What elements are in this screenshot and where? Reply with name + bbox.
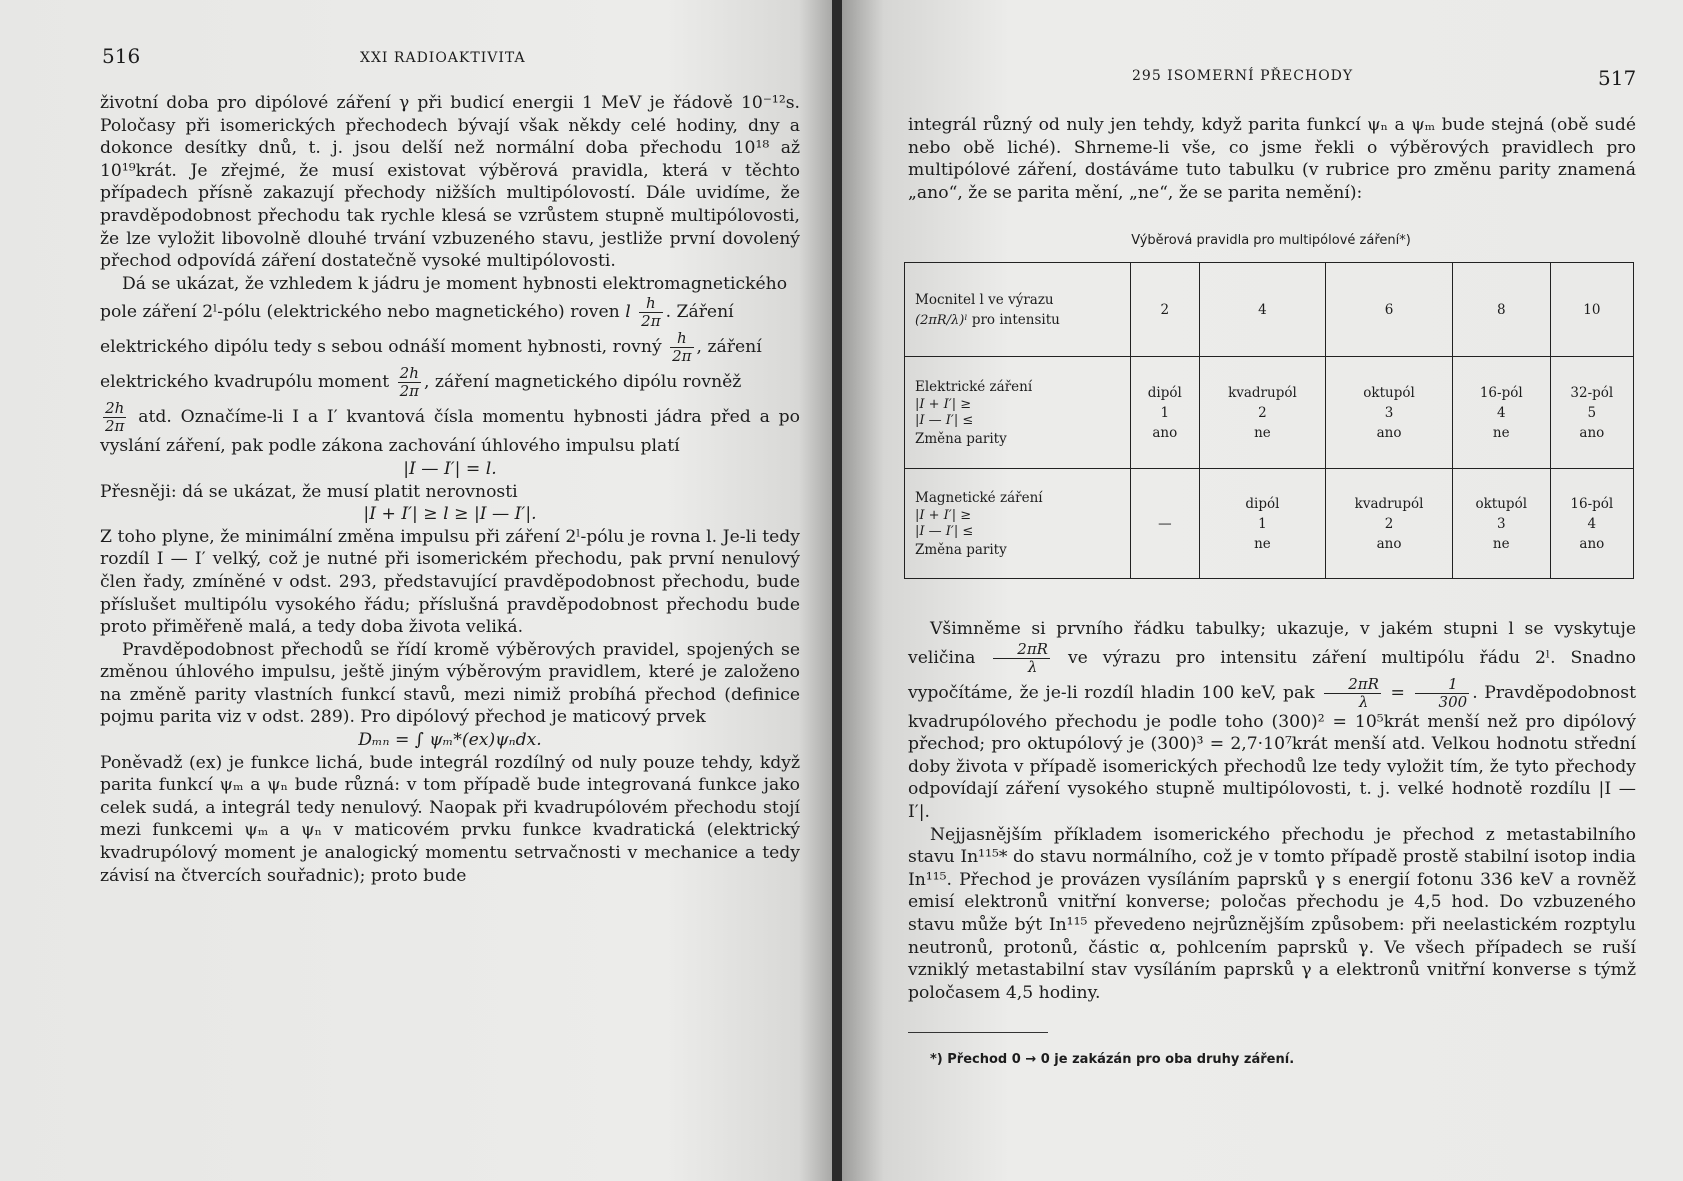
footnote-rule	[908, 1032, 1048, 1033]
paragraph: integrál různý od nuly jen tehdy, když parita funkcí ψₙ a ψₘ bude stejná (obě sudé nebo obě liché). Shrneme-li vše, co jsme řekli o výběrových pravidlech pro multipólové záření, dostáváme tuto tabulku (v rubrice pro změnu parity znamená „ano“, že se parita mění, „ne“, že se parita nemění):	[908, 115, 1636, 203]
table-row	[905, 263, 1634, 357]
row-label: Elektrické záření |I + I′| ≥ |I — I′| ≤ Změna parity	[905, 357, 1131, 469]
table-cell: oktupól 3 ne	[1452, 469, 1550, 579]
table-cell: 10	[1550, 263, 1633, 357]
row-label: Magnetické záření |I + I′| ≥ |I — I′| ≤ Změna parity	[905, 469, 1131, 579]
table-cell: 16-pól 4 ano	[1550, 469, 1633, 579]
paragraph: Poněvadž (ex) je funkce lichá, bude integrál rozdílný od nuly pouze tehdy, když parita funkcí ψₘ a ψₙ bude různá: v tom případě bude integrovaná funkce jako celek sudá, a integrál tedy nenulový. Naopak při kvadrupólovém přechodu stojí mezi funkcemi ψₘ a ψₙ v maticovém prvku funkce kvadratická (elektrický kvadrupólový moment je analogický momentu setrvačnosti v mechanice a tedy závisí na čtvercích souřadnic); proto bude	[100, 752, 800, 886]
paragraph: Z toho plyne, že minimální změna impulsu při záření 2ˡ-pólu je rovna l. Je-li tedy rozdíl I — I′ velký, což je nutné při isomerickém přechodu, pak první nenulový člen řady, zmíněné v odst. 293, představující pravděpodobnost přechodu, bude příslušet multipólu vysokého řádu; příslušná pravděpodobnost přechodu bude proto přiměřeně malá, a tedy doba života veliká.	[100, 526, 800, 638]
paragraph: Přesněji: dá se ukázat, že musí platit nerovnosti	[100, 481, 518, 502]
fraction: $\frac{2h}{2\pi}$	[105, 399, 125, 436]
running-head: XXI RADIOAKTIVITA	[360, 50, 526, 66]
table-cell: —	[1131, 469, 1200, 579]
table-cell: 2	[1131, 263, 1200, 357]
paragraph: Dá se ukázat, že vzhledem k jádru je moment hybnosti elektromagnetického	[122, 273, 788, 294]
formula-line: elektrického dipólu tedy s sebou odnáší moment hybnosti, rovný $\frac{h}{2\pi}$ , záření	[100, 329, 762, 366]
table-cell: oktupól 3 ano	[1326, 357, 1453, 469]
paragraph: Pravděpodobnost přechodů se řídí kromě výběrových pravidel, spojených se změnou úhlového impulsu, ještě jiným výběrovým pravidlem, které je založeno na změně parity vlastních funkcí stavů, mezi nimiž probíhá přechod (definice pojmu parita viz v odst. 289). Pro dipólový přechod je maticový prvek	[100, 639, 800, 728]
table-row	[905, 469, 1634, 579]
paragraph: Nejjasnějším příkladem isomerického přechodu je přechod z metastabilního stavu In¹¹⁵* do stavu normálního, což je v tomto případě prostě stabilní isotop india In¹¹⁵. Přechod je provázen vysíláním paprsků γ s energií fotonu 336 keV a rovněž emisí elektronů vnitřní konverse; poločas přechodu je 4,5 hod. Do vzbuzeného stavu může být In¹¹⁵ převedeno nejrůznějším způsobem: při neelastickém rozptylu neutronů, protonů, částic α, pohlcením paprsků γ. Ve všech případech se ruší vzniklý metastabilní stav vysíláním paprsků γ a elektronů vnitřní konverse s týmž poločasem 4,5 hodiny.	[908, 824, 1636, 1003]
table-cell: kvadrupól 2 ano	[1326, 469, 1453, 579]
fraction: $\frac{h}{2\pi}$	[672, 329, 692, 366]
table-cell: 8	[1452, 263, 1550, 357]
fraction: $\frac{2h}{2\pi}$	[399, 364, 419, 401]
equation: |I + I′| ≥ l ≥ |I — I′|.	[363, 504, 537, 525]
formula-line: elektrického kvadrupólu moment $\frac{2h}{2\pi}$ , záření magnetického dipólu rovněž	[100, 364, 742, 401]
right-page	[842, 0, 1683, 1181]
selection-rules-table	[904, 262, 1634, 579]
fraction: $\frac{2\pi R}{\lambda}$	[1324, 676, 1381, 711]
right-page-intro	[908, 114, 1636, 204]
formula-line: pole záření 2ˡ-pólu (elektrického nebo magnetického) roven l $\frac{h}{2\pi}$ . Záření	[100, 294, 734, 331]
book-gutter	[832, 0, 842, 1181]
footnote: *) Přechod 0 → 0 je zakázán pro oba druhy záření.	[930, 1052, 1295, 1067]
table-cell: 4	[1199, 263, 1326, 357]
table-cell: 32-pól 5 ano	[1550, 357, 1633, 469]
table-cell: 6	[1326, 263, 1453, 357]
fraction: $\frac{h}{2\pi}$	[641, 294, 661, 331]
equation: |I — I′| = l.	[403, 458, 497, 479]
table-row	[905, 357, 1634, 469]
page-number: 517	[1598, 66, 1637, 90]
page-number: 516	[102, 44, 141, 68]
paragraph: Všimněme si prvního řádku tabulky; ukazuje, v jakém stupni l se vyskytuje veličina $\frac{2\pi R}{\lambda}$ ve výrazu pro intensitu záření multipólu řádu 2ˡ. Snadno vypočítáme, že je-li rozdíl hladin 100 keV, pak $\frac{2\pi R}{\lambda}$ = $\frac{1}{300}$ . Pravděpodobnost kvadrupólového přechodu je podle toho (300)² = 10⁵krát menší než pro dipólový přechod; pro oktupólový je (300)³ = 2,7·10⁷krát menší atd. Velkou hodnotu střední doby života v případě isomerických přechodů lze tedy vyložit tím, že tyto přechody odpovídají záření vysokého stupně multipólovosti, t. j. velké hodnotě rozdílu |I — I′|.	[908, 619, 1637, 822]
fraction: $\frac{1}{300}$	[1415, 676, 1470, 711]
table-cell: 16-pól 4 ne	[1452, 357, 1550, 469]
row-label: Mocnitel l ve výrazu (2πR/λ)ˡ pro intensitu	[905, 263, 1131, 357]
right-page-text	[908, 618, 1636, 1004]
table-cell: kvadrupól 2 ne	[1199, 357, 1326, 469]
formula-line: $\frac{2h}{2\pi}$ atd. Označíme-li I a I′ kvantová čísla momentu hybnosti jádra před a po vyslání záření, pak podle zákona zachování úhlového impulsu platí	[100, 399, 800, 457]
table-cell: dipól 1 ano	[1131, 357, 1200, 469]
fraction: $\frac{2\pi R}{\lambda}$	[993, 641, 1050, 676]
equation: Dₘₙ = ∫ ψₘ*(ex)ψₙdx.	[358, 730, 542, 751]
left-page	[0, 0, 832, 1181]
running-head: 295 ISOMERNÍ PŘECHODY	[1132, 68, 1354, 84]
table-title: Výběrová pravidla pro multipólové záření*)	[1131, 233, 1411, 248]
table-cell: dipól 1 ne	[1199, 469, 1326, 579]
left-page-text	[100, 92, 800, 887]
paragraph: životní doba pro dipólové záření γ při budicí energii 1 MeV je řádově 10⁻¹²s. Poločasy při isomerických přechodech bývají však někdy celé hodiny, dny a dokonce desítky dnů, t. j. jsou delší než normální doba přechodu 10¹⁸ až 10¹⁹krát. Je zřejmé, že musí existovat výběrová pravidla, která v těchto případech přísně zakazují přechody nižších multipólovostí. Dále uvidíme, že pravděpodobnost přechodu tak rychle klesá se vzrůstem stupně multipólovosti, že lze vyložit libovolně dlouhé trvání vzbuzeného stavu, jestliže první dovolený přechod odpovídá záření dostatečně vysoké multipólovosti.	[100, 93, 800, 272]
